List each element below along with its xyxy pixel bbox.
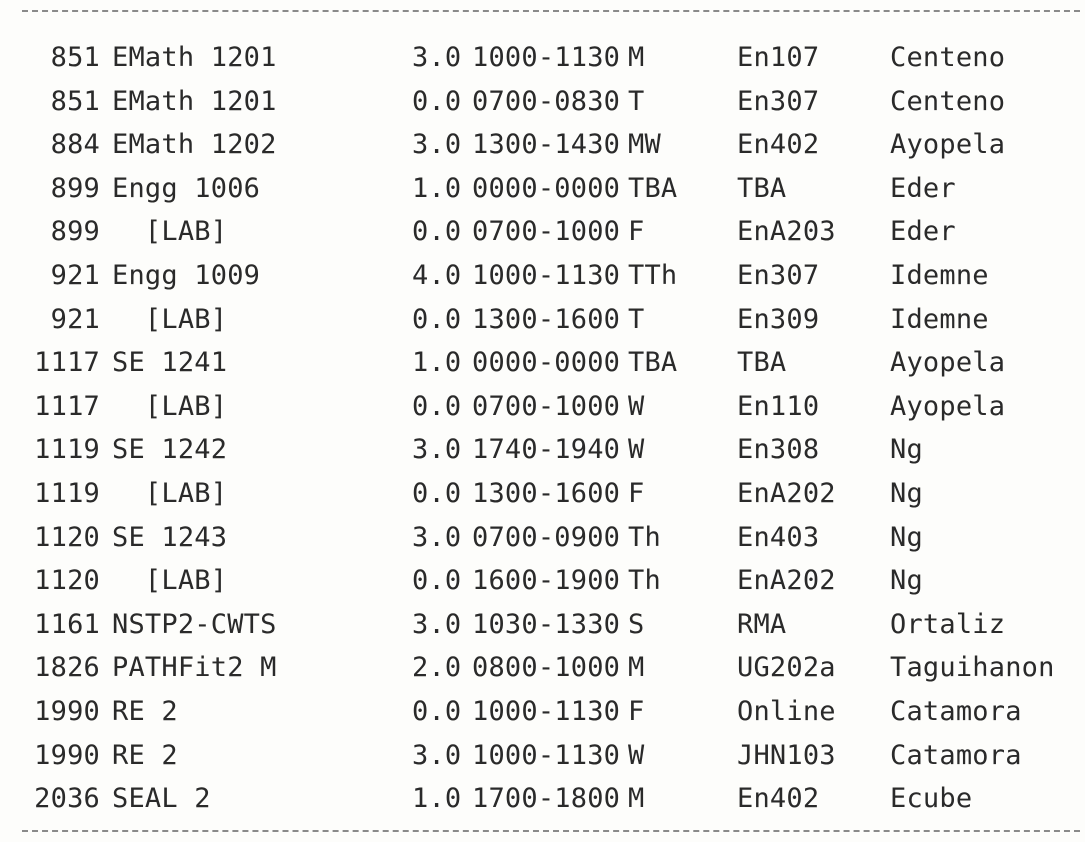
course-code-cell: 1117 — [34, 390, 100, 422]
days-cell: Th — [628, 565, 661, 597]
days-cell: F — [628, 477, 645, 509]
time-slot-cell: 0700-0900 — [472, 521, 621, 553]
course-code-cell: 851 — [50, 42, 100, 73]
instructor-cell: Ng — [890, 434, 923, 466]
course-code-cell: 1120 — [34, 521, 100, 553]
subject-cell: EMath 1202 — [112, 129, 277, 161]
instructor-cell: Ayopela — [890, 129, 1006, 161]
subject-cell: SE 1242 — [112, 434, 228, 466]
room-cell: En402 — [737, 129, 820, 161]
instructor-cell: Centeno — [890, 42, 1006, 73]
subject-cell: RE 2 — [112, 739, 178, 771]
time-slot-cell: 1740-1940 — [472, 434, 621, 466]
schedule-row — [0, 341, 1085, 385]
course-code-cell: 1826 — [34, 652, 100, 684]
units-cell: 2.0 — [412, 652, 462, 684]
subject-cell: [LAB] — [112, 477, 228, 509]
course-code-cell: 1990 — [34, 739, 100, 771]
days-cell: T — [628, 85, 645, 117]
room-cell: En107 — [737, 42, 820, 73]
units-cell: 0.0 — [412, 216, 462, 248]
room-cell: TBA — [737, 172, 787, 204]
room-cell: JHN103 — [737, 739, 836, 771]
course-code-cell: 1990 — [34, 695, 100, 727]
class-schedule-table — [0, 36, 1085, 821]
time-slot-cell: 1300-1430 — [472, 129, 621, 161]
subject-cell: [LAB] — [112, 390, 228, 422]
units-cell: 0.0 — [412, 390, 462, 422]
schedule-row — [0, 516, 1085, 560]
time-slot-cell: 1600-1900 — [472, 565, 621, 597]
days-cell: M — [628, 42, 645, 73]
course-code-cell: 1119 — [34, 477, 100, 509]
schedule-row — [0, 559, 1085, 603]
room-cell: UG202a — [737, 652, 836, 684]
subject-cell: SE 1241 — [112, 347, 228, 379]
time-slot-cell: 1000-1130 — [472, 739, 621, 771]
subject-cell: [LAB] — [112, 303, 228, 335]
units-cell: 4.0 — [412, 259, 462, 291]
subject-cell: PATHFit2 M — [112, 652, 277, 684]
days-cell: F — [628, 216, 645, 248]
course-code-cell: 2036 — [34, 783, 100, 815]
room-cell: En309 — [737, 303, 820, 335]
course-code-cell: 1120 — [34, 565, 100, 597]
instructor-cell: Ayopela — [890, 390, 1006, 422]
time-slot-cell: 1300-1600 — [472, 303, 621, 335]
instructor-cell: Catamora — [890, 739, 1022, 771]
schedule-row — [0, 777, 1085, 821]
days-cell: TBA — [628, 172, 678, 204]
room-cell: EnA202 — [737, 477, 836, 509]
schedule-row — [0, 36, 1085, 80]
time-slot-cell: 0700-1000 — [472, 390, 621, 422]
schedule-row — [0, 123, 1085, 167]
units-cell: 0.0 — [412, 303, 462, 335]
course-code-cell: 921 — [50, 259, 100, 291]
schedule-row — [0, 254, 1085, 298]
subject-cell: EMath 1201 — [112, 85, 277, 117]
days-cell: W — [628, 739, 645, 771]
room-cell: Online — [737, 695, 836, 727]
instructor-cell: Ng — [890, 565, 923, 597]
schedule-row — [0, 690, 1085, 734]
instructor-cell: Ng — [890, 477, 923, 509]
days-cell: TBA — [628, 347, 678, 379]
schedule-row — [0, 298, 1085, 342]
schedule-row — [0, 167, 1085, 211]
room-cell: EnA203 — [737, 216, 836, 248]
time-slot-cell: 1000-1130 — [472, 695, 621, 727]
time-slot-cell: 1000-1130 — [472, 259, 621, 291]
course-code-cell: 899 — [50, 172, 100, 204]
schedule-row — [0, 734, 1085, 778]
time-slot-cell: 0800-1000 — [472, 652, 621, 684]
instructor-cell: Eder — [890, 216, 956, 248]
room-cell: En307 — [737, 85, 820, 117]
days-cell: M — [628, 783, 645, 815]
units-cell: 0.0 — [412, 565, 462, 597]
instructor-cell: Centeno — [890, 85, 1006, 117]
room-cell: En403 — [737, 521, 820, 553]
room-cell: RMA — [737, 608, 787, 640]
schedule-row — [0, 385, 1085, 429]
course-code-cell: 921 — [50, 303, 100, 335]
instructor-cell: Idemne — [890, 303, 989, 335]
room-cell: En307 — [737, 259, 820, 291]
schedule-row — [0, 428, 1085, 472]
days-cell: T — [628, 303, 645, 335]
instructor-cell: Taguihanon — [890, 652, 1055, 684]
schedule-row — [0, 210, 1085, 254]
units-cell: 0.0 — [412, 695, 462, 727]
time-slot-cell: 0000-0000 — [472, 347, 621, 379]
days-cell: TTh — [628, 259, 678, 291]
units-cell: 3.0 — [412, 521, 462, 553]
subject-cell: RE 2 — [112, 695, 178, 727]
time-slot-cell: 0700-1000 — [472, 216, 621, 248]
course-code-cell: 899 — [50, 216, 100, 248]
units-cell: 3.0 — [412, 434, 462, 466]
schedule-row — [0, 472, 1085, 516]
room-cell: En110 — [737, 390, 820, 422]
days-cell: MW — [628, 129, 661, 161]
room-cell: En308 — [737, 434, 820, 466]
days-cell: W — [628, 390, 645, 422]
time-slot-cell: 1000-1130 — [472, 42, 621, 73]
days-cell: Th — [628, 521, 661, 553]
bottom-dashed-divider — [22, 830, 1080, 832]
instructor-cell: Catamora — [890, 695, 1022, 727]
schedule-row — [0, 603, 1085, 647]
course-code-cell: 1117 — [34, 347, 100, 379]
time-slot-cell: 0000-0000 — [472, 172, 621, 204]
subject-cell: EMath 1201 — [112, 42, 277, 73]
course-code-cell: 851 — [50, 85, 100, 117]
instructor-cell: Idemne — [890, 259, 989, 291]
instructor-cell: Ortaliz — [890, 608, 1006, 640]
course-code-cell: 884 — [50, 129, 100, 161]
course-code-cell: 1161 — [34, 608, 100, 640]
units-cell: 3.0 — [412, 739, 462, 771]
instructor-cell: Ayopela — [890, 347, 1006, 379]
time-slot-cell: 1030-1330 — [472, 608, 621, 640]
schedule-row — [0, 646, 1085, 690]
units-cell: 1.0 — [412, 783, 462, 815]
units-cell: 0.0 — [412, 85, 462, 117]
units-cell: 3.0 — [412, 42, 462, 73]
subject-cell: [LAB] — [112, 565, 228, 597]
instructor-cell: Ecube — [890, 783, 973, 815]
units-cell: 1.0 — [412, 347, 462, 379]
days-cell: M — [628, 652, 645, 684]
days-cell: W — [628, 434, 645, 466]
units-cell: 0.0 — [412, 477, 462, 509]
units-cell: 1.0 — [412, 172, 462, 204]
time-slot-cell: 0700-0830 — [472, 85, 621, 117]
days-cell: F — [628, 695, 645, 727]
room-cell: En402 — [737, 783, 820, 815]
units-cell: 3.0 — [412, 129, 462, 161]
subject-cell: Engg 1006 — [112, 172, 261, 204]
time-slot-cell: 1300-1600 — [472, 477, 621, 509]
subject-cell: [LAB] — [112, 216, 228, 248]
schedule-row — [0, 80, 1085, 124]
subject-cell: NSTP2-CWTS — [112, 608, 277, 640]
subject-cell: SE 1243 — [112, 521, 228, 553]
subject-cell: SEAL 2 — [112, 783, 211, 815]
room-cell: EnA202 — [737, 565, 836, 597]
room-cell: TBA — [737, 347, 787, 379]
instructor-cell: Ng — [890, 521, 923, 553]
days-cell: S — [628, 608, 645, 640]
top-dashed-divider — [22, 10, 1080, 12]
units-cell: 3.0 — [412, 608, 462, 640]
course-code-cell: 1119 — [34, 434, 100, 466]
time-slot-cell: 1700-1800 — [472, 783, 621, 815]
instructor-cell: Eder — [890, 172, 956, 204]
subject-cell: Engg 1009 — [112, 259, 261, 291]
